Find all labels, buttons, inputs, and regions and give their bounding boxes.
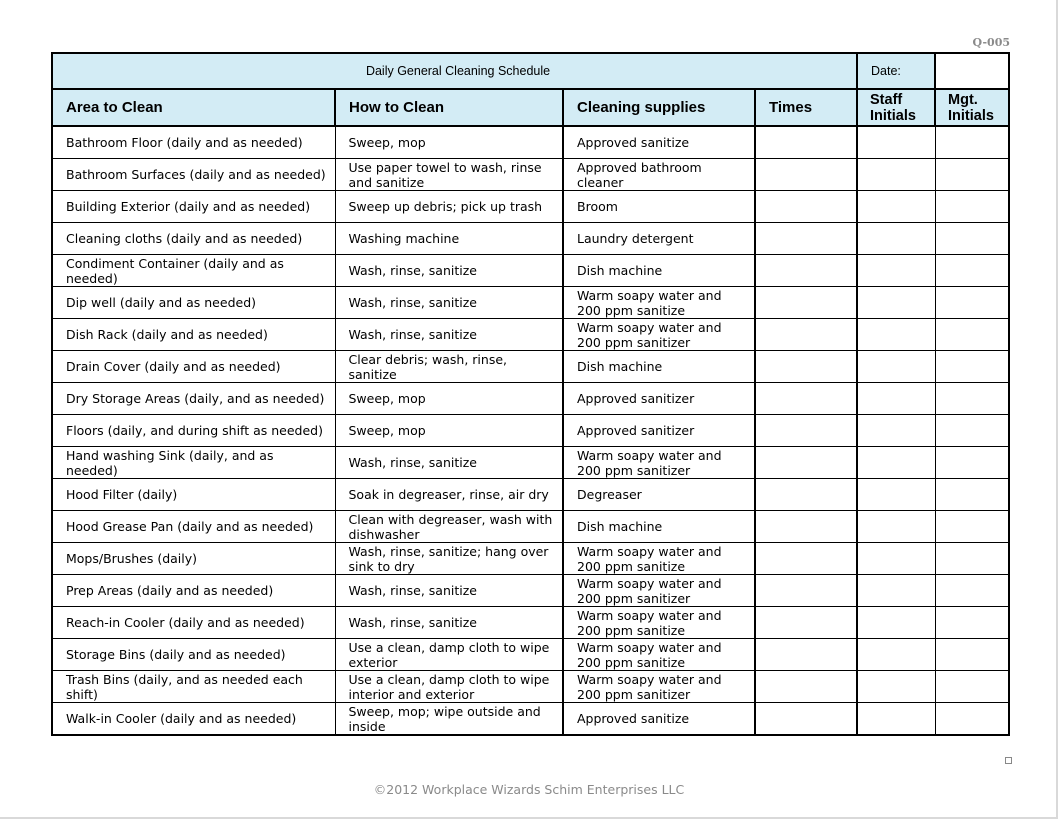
- area-cell: Bathroom Surfaces (daily and as needed): [52, 159, 335, 191]
- method-cell: Wash, rinse, sanitize: [335, 287, 563, 319]
- method-cell: Clear debris; wash, rinse, sanitize: [335, 351, 563, 383]
- table-row: [52, 287, 1009, 319]
- mgt-initials-cell[interactable]: [935, 543, 1009, 575]
- method-cell: Sweep, mop: [335, 126, 563, 159]
- staff-initials-cell[interactable]: [857, 223, 935, 255]
- times-cell[interactable]: [755, 255, 857, 287]
- supplies-cell: Warm soapy water and 200 ppm sanitizer: [563, 671, 755, 703]
- times-cell[interactable]: [755, 607, 857, 639]
- mgt-initials-cell[interactable]: [935, 191, 1009, 223]
- staff-initials-cell[interactable]: [857, 287, 935, 319]
- supplies-cell: Warm soapy water and 200 ppm sanitize: [563, 607, 755, 639]
- mgt-initials-cell[interactable]: [935, 351, 1009, 383]
- times-cell[interactable]: [755, 671, 857, 703]
- times-cell[interactable]: [755, 191, 857, 223]
- mgt-initials-cell[interactable]: [935, 287, 1009, 319]
- method-cell: Wash, rinse, sanitize: [335, 575, 563, 607]
- times-cell[interactable]: [755, 511, 857, 543]
- supplies-cell: Approved sanitize: [563, 703, 755, 736]
- staff-initials-cell[interactable]: [857, 607, 935, 639]
- times-cell[interactable]: [755, 447, 857, 479]
- method-cell: Wash, rinse, sanitize: [335, 255, 563, 287]
- schedule-title: Daily General Cleaning Schedule: [52, 53, 857, 89]
- staff-initials-cell[interactable]: [857, 126, 935, 159]
- table-row: [52, 383, 1009, 415]
- times-cell[interactable]: [755, 159, 857, 191]
- method-cell: Clean with degreaser, wash with dishwasher: [335, 511, 563, 543]
- mgt-initials-cell[interactable]: [935, 639, 1009, 671]
- staff-initials-cell[interactable]: [857, 255, 935, 287]
- times-cell[interactable]: [755, 575, 857, 607]
- times-cell[interactable]: [755, 223, 857, 255]
- schedule-rows: [52, 126, 1009, 735]
- table-row: [52, 511, 1009, 543]
- area-cell: Hood Filter (daily): [52, 479, 335, 511]
- header-staff-initials: [857, 89, 935, 126]
- table-row: [52, 351, 1009, 383]
- supplies-cell: Warm soapy water and 200 ppm sanitize: [563, 639, 755, 671]
- table-row: [52, 479, 1009, 511]
- table-row: [52, 447, 1009, 479]
- method-cell: Sweep, mop: [335, 415, 563, 447]
- header-staff-line1: Staff: [870, 91, 903, 108]
- supplies-cell: Broom: [563, 191, 755, 223]
- table-row: [52, 543, 1009, 575]
- table-row: [52, 703, 1009, 736]
- mgt-initials-cell[interactable]: [935, 607, 1009, 639]
- supplies-cell: Dish machine: [563, 351, 755, 383]
- header-times: Times: [755, 89, 857, 126]
- times-cell[interactable]: [755, 126, 857, 159]
- method-cell: Wash, rinse, sanitize; hang over sink to dry: [335, 543, 563, 575]
- supplies-cell: Warm soapy water and 200 ppm sanitizer: [563, 575, 755, 607]
- method-cell: Sweep up debris; pick up trash: [335, 191, 563, 223]
- area-cell: Mops/Brushes (daily): [52, 543, 335, 575]
- table-row: [52, 191, 1009, 223]
- resize-handle: [1005, 757, 1012, 764]
- method-cell: Soak in degreaser, rinse, air dry: [335, 479, 563, 511]
- supplies-cell: Warm soapy water and 200 ppm sanitize: [563, 543, 755, 575]
- method-cell: Use paper towel to wash, rinse and sanitize: [335, 159, 563, 191]
- area-cell: Hand washing Sink (daily, and as needed): [52, 447, 335, 479]
- supplies-cell: Warm soapy water and 200 ppm sanitize: [563, 287, 755, 319]
- table-row: [52, 575, 1009, 607]
- times-cell[interactable]: [755, 703, 857, 736]
- staff-initials-cell[interactable]: [857, 543, 935, 575]
- header-mgt-line2: Initials: [948, 107, 994, 124]
- title-row: [52, 53, 1009, 89]
- staff-initials-cell[interactable]: [857, 383, 935, 415]
- header-area: Area to Clean: [52, 89, 335, 126]
- staff-initials-cell[interactable]: [857, 575, 935, 607]
- mgt-initials-cell[interactable]: [935, 223, 1009, 255]
- mgt-initials-cell[interactable]: [935, 319, 1009, 351]
- table-row: [52, 159, 1009, 191]
- staff-initials-cell[interactable]: [857, 319, 935, 351]
- area-cell: Trash Bins (daily, and as needed each shift): [52, 671, 335, 703]
- method-cell: Wash, rinse, sanitize: [335, 607, 563, 639]
- table-row: [52, 126, 1009, 159]
- table-row: [52, 671, 1009, 703]
- area-cell: Dip well (daily and as needed): [52, 287, 335, 319]
- staff-initials-cell[interactable]: [857, 511, 935, 543]
- times-cell[interactable]: [755, 383, 857, 415]
- method-cell: Use a clean, damp cloth to wipe exterior: [335, 639, 563, 671]
- times-cell[interactable]: [755, 351, 857, 383]
- mgt-initials-cell[interactable]: [935, 511, 1009, 543]
- header-mgt-initials: [935, 89, 1009, 126]
- mgt-initials-cell[interactable]: [935, 126, 1009, 159]
- staff-initials-cell[interactable]: [857, 479, 935, 511]
- staff-initials-cell[interactable]: [857, 447, 935, 479]
- supplies-cell: Dish machine: [563, 255, 755, 287]
- area-cell: Reach-in Cooler (daily and as needed): [52, 607, 335, 639]
- method-cell: Sweep, mop: [335, 383, 563, 415]
- form-code: Q-005: [972, 36, 1010, 49]
- header-how: How to Clean: [335, 89, 563, 126]
- area-cell: Building Exterior (daily and as needed): [52, 191, 335, 223]
- mgt-initials-cell[interactable]: [935, 575, 1009, 607]
- area-cell: Hood Grease Pan (daily and as needed): [52, 511, 335, 543]
- method-cell: Washing machine: [335, 223, 563, 255]
- supplies-cell: Approved sanitize: [563, 126, 755, 159]
- supplies-cell: Dish machine: [563, 511, 755, 543]
- staff-initials-cell[interactable]: [857, 639, 935, 671]
- header-supplies: Cleaning supplies: [563, 89, 755, 126]
- area-cell: Dish Rack (daily and as needed): [52, 319, 335, 351]
- area-cell: Walk-in Cooler (daily and as needed): [52, 703, 335, 736]
- area-cell: Cleaning cloths (daily and as needed): [52, 223, 335, 255]
- table-row: [52, 223, 1009, 255]
- times-cell[interactable]: [755, 639, 857, 671]
- staff-initials-cell[interactable]: [857, 351, 935, 383]
- mgt-initials-cell[interactable]: [935, 479, 1009, 511]
- mgt-initials-cell[interactable]: [935, 447, 1009, 479]
- area-cell: Bathroom Floor (daily and as needed): [52, 126, 335, 159]
- date-field[interactable]: [935, 53, 1009, 89]
- table-row: [52, 319, 1009, 351]
- mgt-initials-cell[interactable]: [935, 383, 1009, 415]
- table-row: [52, 255, 1009, 287]
- supplies-cell: Warm soapy water and 200 ppm sanitizer: [563, 319, 755, 351]
- cleaning-schedule-table: [51, 52, 1010, 736]
- method-cell: Sweep, mop; wipe outside and inside: [335, 703, 563, 736]
- area-cell: Dry Storage Areas (daily, and as needed): [52, 383, 335, 415]
- mgt-initials-cell[interactable]: [935, 703, 1009, 736]
- times-cell[interactable]: [755, 479, 857, 511]
- staff-initials-cell[interactable]: [857, 415, 935, 447]
- method-cell: Use a clean, damp cloth to wipe interior and exterior: [335, 671, 563, 703]
- staff-initials-cell[interactable]: [857, 191, 935, 223]
- header-staff-line2: Initials: [870, 107, 916, 124]
- copyright-footer: ©2012 Workplace Wizards Schim Enterprises LLC: [373, 782, 685, 797]
- header-row: [52, 89, 1009, 126]
- supplies-cell: Approved sanitizer: [563, 415, 755, 447]
- supplies-cell: Laundry detergent: [563, 223, 755, 255]
- mgt-initials-cell[interactable]: [935, 671, 1009, 703]
- times-cell[interactable]: [755, 543, 857, 575]
- table-row: [52, 639, 1009, 671]
- mgt-initials-cell[interactable]: [935, 159, 1009, 191]
- area-cell: Storage Bins (daily and as needed): [52, 639, 335, 671]
- supplies-cell: Degreaser: [563, 479, 755, 511]
- staff-initials-cell[interactable]: [857, 159, 935, 191]
- table-row: [52, 607, 1009, 639]
- area-cell: Condiment Container (daily and as needed): [52, 255, 335, 287]
- method-cell: Wash, rinse, sanitize: [335, 319, 563, 351]
- area-cell: Floors (daily, and during shift as needed): [52, 415, 335, 447]
- table-row: [52, 415, 1009, 447]
- method-cell: Wash, rinse, sanitize: [335, 447, 563, 479]
- area-cell: Prep Areas (daily and as needed): [52, 575, 335, 607]
- staff-initials-cell[interactable]: [857, 703, 935, 736]
- supplies-cell: Approved bathroom cleaner: [563, 159, 755, 191]
- times-cell[interactable]: [755, 287, 857, 319]
- mgt-initials-cell[interactable]: [935, 255, 1009, 287]
- times-cell[interactable]: [755, 415, 857, 447]
- times-cell[interactable]: [755, 319, 857, 351]
- staff-initials-cell[interactable]: [857, 671, 935, 703]
- supplies-cell: Approved sanitizer: [563, 383, 755, 415]
- header-mgt-line1: Mgt.: [948, 91, 978, 108]
- mgt-initials-cell[interactable]: [935, 415, 1009, 447]
- supplies-cell: Warm soapy water and 200 ppm sanitizer: [563, 447, 755, 479]
- date-label: Date:: [857, 53, 935, 89]
- area-cell: Drain Cover (daily and as needed): [52, 351, 335, 383]
